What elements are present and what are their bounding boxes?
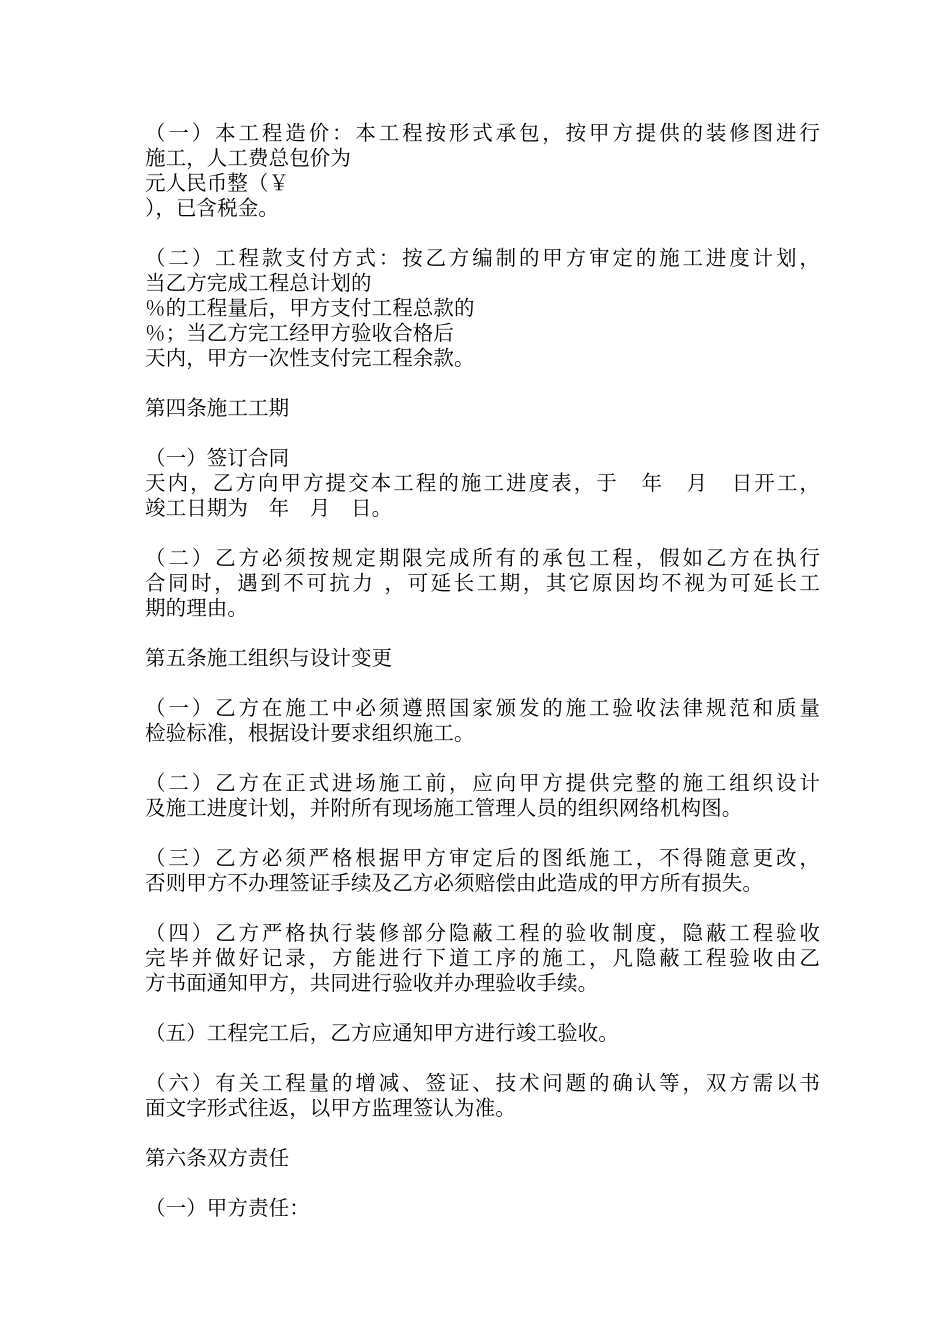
text-line: （四）乙方严格执行装修部分隐蔽工程的验收制度，隐蔽工程验收: [145, 921, 820, 945]
heading-text: 第五条施工组织与设计变更: [145, 646, 393, 670]
text-line: 施工，人工费总包价为: [145, 146, 351, 170]
text-line: ），已含税金。: [145, 196, 279, 220]
section-heading-article-4: [145, 396, 820, 421]
text-line: 竣工日期为 年 月 日。: [145, 496, 393, 520]
text-line: ％的工程量后，甲方支付工程总款的: [145, 296, 475, 320]
paragraph-final-acceptance: [145, 1021, 820, 1046]
text-line: （一）本工程造价：本工程按形式承包，按甲方提供的装修图进行: [145, 121, 820, 145]
text-line: 天内，乙方向甲方提交本工程的施工进度表，于 年 月 日开工，: [145, 471, 820, 495]
heading-text: 第四条施工工期: [145, 396, 290, 420]
text-line: （一）乙方在施工中必须遵照国家颁发的施工验收法律规范和质量: [145, 696, 820, 720]
section-heading-article-6: [145, 1146, 820, 1171]
text-line: （二）乙方必须按规定期限完成所有的承包工程，假如乙方在执行: [145, 546, 820, 570]
paragraph-concealed-works: [145, 921, 820, 996]
paragraph-standards: [145, 696, 820, 746]
text-line: 方书面通知甲方，共同进行验收并办理验收手续。: [145, 971, 599, 995]
section-heading-article-5: [145, 646, 820, 671]
text-line: 当乙方完成工程总计划的: [145, 271, 372, 295]
text-line: （二）乙方在正式进场施工前，应向甲方提供完整的施工组织设计: [145, 771, 820, 795]
text-line: 面文字形式往返，以甲方监理签认为准。: [145, 1096, 516, 1120]
text-line: 检验标准，根据设计要求组织施工。: [145, 721, 475, 745]
text-line: ％；当乙方完工经甲方验收合格后: [145, 321, 454, 345]
paragraph-payment-method: [145, 246, 820, 371]
paragraph-project-cost: [145, 121, 820, 221]
text-line: 期的理由。: [145, 596, 248, 620]
text-line: （二）工程款支付方式：按乙方编制的甲方审定的施工进度计划，: [145, 246, 820, 270]
text-line: 完毕并做好记录，方能进行下道工序的施工，凡隐蔽工程验收由乙: [145, 946, 820, 970]
text-line: （三）乙方必须严格根据甲方审定后的图纸施工，不得随意更改，: [145, 846, 820, 870]
text-line: 元人民币整（￥: [145, 171, 290, 195]
paragraph-written-confirmation: [145, 1071, 820, 1121]
heading-text: 第六条双方责任: [145, 1146, 290, 1170]
paragraph-schedule-submission: [145, 446, 820, 521]
text-line: 及施工进度计划，并附所有现场施工管理人员的组织网络机构图。: [145, 796, 743, 820]
paragraph-party-a-duties: [145, 1196, 820, 1221]
paragraph-completion-deadline: [145, 546, 820, 621]
text-line: （五）工程完工后，乙方应通知甲方进行竣工验收。: [145, 1021, 619, 1045]
text-line: 合同时，遇到不可抗力 ，可延长工期，其它原因均不视为可延长工: [145, 571, 820, 595]
text-line: （一）签订合同: [145, 446, 290, 470]
paragraph-organization-design: [145, 771, 820, 821]
paragraph-drawings: [145, 846, 820, 896]
text-line: （一）甲方责任：: [145, 1196, 310, 1220]
text-line: （六）有关工程量的增减、签证、技术问题的确认等，双方需以书: [145, 1071, 820, 1095]
text-line: 天内，甲方一次性支付完工程余款。: [145, 346, 475, 370]
document-page: [145, 121, 820, 1246]
text-line: 否则甲方不办理签证手续及乙方必须赔偿由此造成的甲方所有损失。: [145, 871, 763, 895]
